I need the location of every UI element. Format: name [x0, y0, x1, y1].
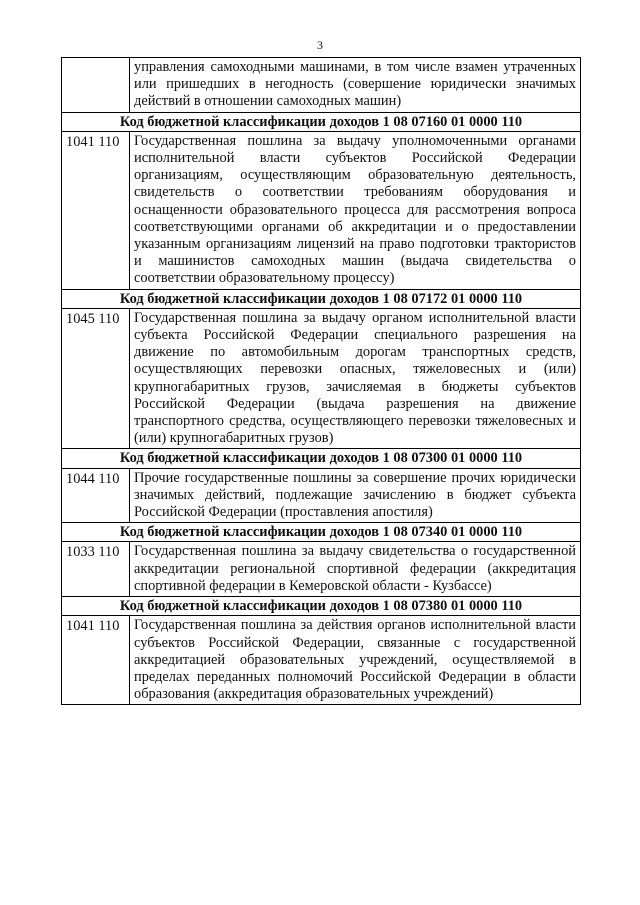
- admin-code: 1041 110: [62, 131, 130, 289]
- admin-code: 1045 110: [62, 308, 130, 449]
- fee-row: [62, 616, 581, 705]
- kbk-header: Код бюджетной классификации доходов 1 08 07300 01 0000 110: [62, 449, 581, 468]
- kbk-header-row: [62, 523, 581, 542]
- fee-description: Государственная пошлина за выдачу свидетельства о государственной аккредитации региональной спортивной федерации (аккредитация спортивной федерации в Кемеровской области - Кузбассе): [130, 542, 581, 597]
- page-number: 3: [317, 38, 323, 52]
- kbk-header: Код бюджетной классификации доходов 1 08 07380 01 0000 110: [62, 597, 581, 616]
- fee-row: [62, 308, 581, 449]
- kbk-header: Код бюджетной классификации доходов 1 08 07172 01 0000 110: [62, 289, 581, 308]
- budget-classification-table: [61, 57, 581, 705]
- admin-code: 1041 110: [62, 616, 130, 705]
- fee-description: Государственная пошлина за выдачу органом исполнительной власти субъекта Российской Федерации специального разрешения на движение по автомобильным дорогам транспортных средств, осуществляющих перевозки опасных, тяжеловесных и (или) крупногабаритных грузов, зачисляемая в бюджеты субъектов Российской Федерации (выдача разрешения на движение транспортного средства, осуществляющего перевозки тяжеловесных и (или) крупногабаритных грузов): [130, 308, 581, 449]
- admin-code: 1044 110: [62, 468, 130, 523]
- fee-description: Государственная пошлина за действия органов исполнительной власти субъектов Российской Федерации, связанные с государственной аккредитацией образовательных учреждений, осуществляемой в пределах переданных полномочий Российской Федерации в области образования (аккредитация образовательных учреждений): [130, 616, 581, 705]
- kbk-header: Код бюджетной классификации доходов 1 08 07160 01 0000 110: [62, 112, 581, 131]
- fee-row: [62, 131, 581, 289]
- kbk-header: Код бюджетной классификации доходов 1 08 07340 01 0000 110: [62, 523, 581, 542]
- admin-code: 1033 110: [62, 542, 130, 597]
- fee-row: [62, 542, 581, 597]
- kbk-header-row: [62, 289, 581, 308]
- fee-description: Государственная пошлина за выдачу уполномоченными органами исполнительной власти субъектов Российской Федерации организациям, осуществляющим образовательную деятельность, свидетельств о соответствии требованиям оборудования и оснащенности образовательного процесса для рассмотрения вопроса соответствующими органами об аккредитации и о предоставлении указанным организациям лицензий на право подготовки трактористов и машинистов самоходных машин (выдача свидетельства о соответствии образовательному процессу): [130, 131, 581, 289]
- kbk-header-row: [62, 112, 581, 131]
- continuation-text: управления самоходными машинами, в том числе взамен утраченных или пришедших в негодность (совершение юридически значимых действий в отношении самоходных машин): [130, 58, 581, 113]
- empty-code-cell: [62, 58, 130, 113]
- kbk-header-row: [62, 597, 581, 616]
- fee-row: [62, 468, 581, 523]
- fee-description: Прочие государственные пошлины за совершение прочих юридически значимых действий, подлежащие зачислению в бюджет субъекта Российской Федерации (проставления апостиля): [130, 468, 581, 523]
- continuation-row: [62, 58, 581, 113]
- kbk-header-row: [62, 449, 581, 468]
